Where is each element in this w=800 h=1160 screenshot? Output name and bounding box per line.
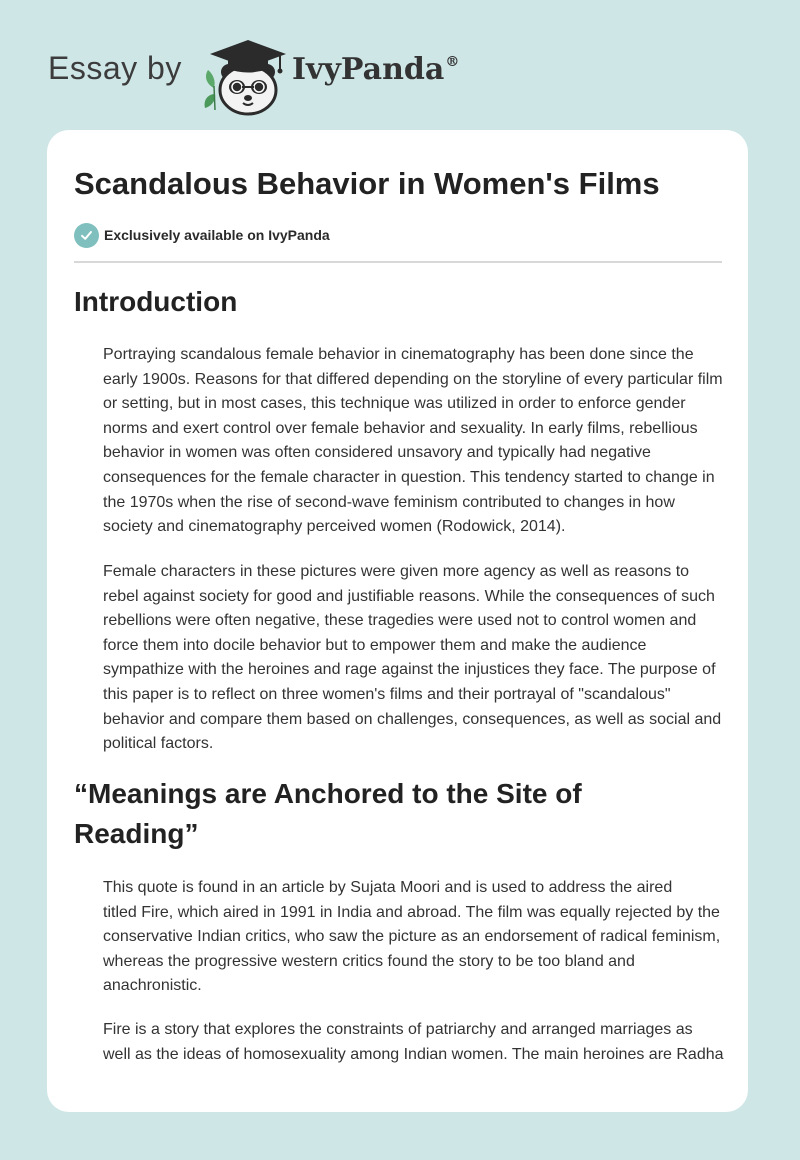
- paragraph-line: anachronistic.: [103, 977, 202, 995]
- paragraph-line: sympathize with the heroines and rage against the injustices they face. The purpose of: [103, 661, 716, 679]
- paragraph-line: political factors.: [103, 735, 214, 753]
- paragraph-line: rebel against society for good and justifiable reasons. While the consequences of such: [103, 587, 715, 605]
- article-title: Scandalous Behavior in Women's Films: [74, 166, 660, 201]
- paragraph-line: conservative Indian critics, who saw the picture as an endorsement of radical feminism,: [103, 928, 721, 946]
- paragraph-line: or setting, but in most cases, this technique was utilized in order to enforce gender: [103, 395, 686, 413]
- ivy-leaf-icon: [205, 70, 216, 110]
- paragraph-line: behavior in women was often considered unsavory and typically had negative: [103, 444, 651, 462]
- essay-by-label: Essay by: [48, 50, 182, 86]
- paragraph-intro-1: [74, 343, 723, 540]
- title-divider: [74, 261, 722, 263]
- paragraph-line: the 1970s when the rise of second-wave feminism contributed to changes in how: [103, 493, 675, 511]
- check-circle-icon: [74, 223, 99, 248]
- paragraph-intro-2: [74, 560, 721, 757]
- paragraph-line: rebellions were often negative, these tragedies were used not to control women and: [103, 612, 697, 630]
- brand-name-text: IvyPanda: [292, 52, 445, 87]
- exclusive-badge: [74, 222, 330, 248]
- paragraph-meanings-2: [74, 1018, 724, 1067]
- ivypanda-panda-logo-icon[interactable]: [200, 36, 292, 116]
- paragraph-line: early 1900s. Reasons for that differed depending on the storyline of every particular film: [103, 370, 723, 388]
- article-card: [47, 130, 748, 1112]
- site-header: [48, 30, 468, 110]
- registered-mark: ®: [445, 54, 460, 70]
- paragraph-line: society and cinematography perceived women (Rodowick, 2014).: [103, 518, 566, 536]
- paragraph-line: Portraying scandalous female behavior in cinematography has been done since the: [103, 346, 694, 363]
- exclusive-badge-text: Exclusively available on IvyPanda: [104, 227, 330, 243]
- paragraph-line: behavior and compare them based on challenges, consequences, as well as social and: [103, 710, 722, 728]
- paragraph-meanings-1: [74, 876, 720, 999]
- paragraph-line: well as the ideas of homosexuality among Indian women. The main heroines are Radha: [103, 1045, 724, 1063]
- paragraph-line: this paper is to reflect on three women's films and their portrayal of "scandalous": [103, 685, 671, 703]
- ivypanda-wordmark[interactable]: [292, 52, 459, 87]
- paragraph-line: norms and exert control over female behavior and sexuality. In early films, rebellious: [103, 419, 698, 437]
- paragraph-line: This quote is found in an article by Sujata Moori and is used to address the aired: [103, 879, 673, 896]
- paragraph-line: consequences for the female character in question. This tendency started to change in: [103, 468, 715, 486]
- section-heading-introduction: Introduction: [74, 286, 238, 317]
- section-heading-meanings: “Meanings are Anchored to the Site of Reading”: [74, 778, 582, 849]
- paragraph-line: Fire is a story that explores the constraints of patriarchy and arranged marriages as: [103, 1021, 693, 1038]
- paragraph-line: titled Fire, which aired in 1991 in India and abroad. The film was equally rejected by the: [103, 903, 720, 921]
- paragraph-line: Female characters in these pictures were given more agency as well as reasons to: [103, 563, 690, 580]
- paragraph-line: force them into docile behavior but to empower them and make the audience: [103, 636, 647, 654]
- paragraph-line: whereas the progressive western critics found the story to be too bland and: [103, 952, 635, 970]
